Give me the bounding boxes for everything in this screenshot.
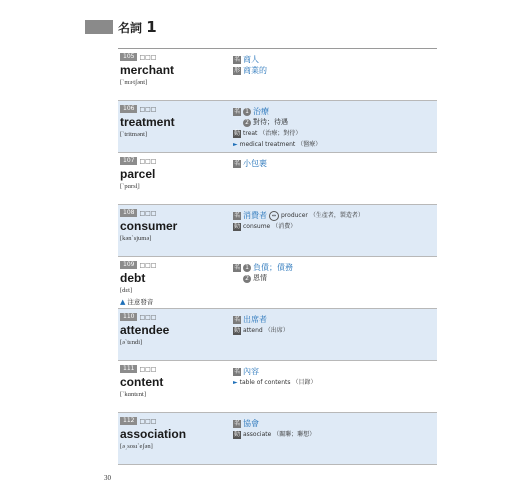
entry-number: 107 <box>120 157 137 165</box>
page-number: 30 <box>104 474 111 482</box>
warning-icon: ▲ <box>120 297 126 306</box>
review-checkboxes[interactable]: □□□ <box>139 365 157 373</box>
entry-number: 112 <box>120 417 137 425</box>
related-word: consume <box>243 223 271 230</box>
entry-definitions <box>233 314 433 336</box>
pos-tag: 名 <box>233 107 240 115</box>
entry-phonetic: [ˋkɑntɛnt] <box>120 391 146 398</box>
related-word: treat <box>243 130 258 137</box>
pos-tag: 動 <box>233 430 240 438</box>
vocab-entry <box>118 257 437 309</box>
definition-line <box>233 65 433 76</box>
sense-number: 2 <box>243 275 251 283</box>
definition-text: 恩情 <box>253 274 267 282</box>
pos-tag: 形 <box>233 66 240 74</box>
sense-number: 1 <box>243 108 251 116</box>
section-title-label: 名詞 <box>118 21 143 35</box>
definition-line <box>233 210 433 221</box>
vocab-entry <box>118 49 437 101</box>
example-gloss: （目錄） <box>292 379 317 386</box>
entry-phonetic: [dɛt] <box>120 287 133 294</box>
vocab-list <box>118 49 437 465</box>
entry-word: debt <box>120 271 146 285</box>
vocab-entry <box>118 153 437 205</box>
definition-text: 負債；債務 <box>253 263 293 272</box>
definition-text: 協會 <box>243 419 259 428</box>
antonym-icon: ⇔ <box>269 211 279 221</box>
entry-phonetic: [ˋtritmənt] <box>120 131 148 138</box>
pos-tag: 名 <box>233 419 240 427</box>
note-text: 注意發音 <box>127 298 154 306</box>
entry-word: merchant <box>120 63 175 77</box>
entry-number: 106 <box>120 105 137 113</box>
entry-head <box>120 157 225 190</box>
antonym-word: producer <box>281 212 308 219</box>
definition-line <box>233 54 433 65</box>
pronunciation-note <box>120 297 225 306</box>
antonym-gloss: （生產者，製造者） <box>309 212 364 219</box>
arrow-icon: ► <box>233 379 238 386</box>
section-number: 1 <box>146 18 157 36</box>
entry-number: 111 <box>120 365 137 373</box>
definition-text: 出席者 <box>243 315 267 324</box>
entry-definitions <box>233 54 433 76</box>
definition-line <box>233 106 433 117</box>
entry-word: association <box>120 427 187 441</box>
definition-line <box>233 158 433 169</box>
entry-number: 105 <box>120 53 137 61</box>
related-word-line <box>233 128 433 139</box>
entry-definitions <box>233 418 433 440</box>
sense-number: 2 <box>243 119 251 127</box>
entry-number: 110 <box>120 313 137 321</box>
definition-text: 消費者 <box>243 211 267 220</box>
definition-text: 商業的 <box>243 66 267 75</box>
entry-word: parcel <box>120 167 156 181</box>
related-word-line <box>233 221 433 232</box>
pos-tag: 動 <box>233 129 240 137</box>
definition-line <box>233 262 433 273</box>
related-gloss: （治療；對待） <box>259 130 302 137</box>
entry-definitions <box>233 158 433 169</box>
vocab-entry <box>118 361 437 413</box>
entry-definitions <box>233 366 433 388</box>
arrow-icon: ► <box>233 141 238 148</box>
related-word-line <box>233 429 433 440</box>
entry-head <box>120 417 225 450</box>
entry-word: attendee <box>120 323 170 337</box>
pos-tag: 名 <box>233 263 240 271</box>
definition-line <box>233 366 433 377</box>
review-checkboxes[interactable]: □□□ <box>139 313 157 321</box>
sense-number: 1 <box>243 264 251 272</box>
entry-number: 108 <box>120 209 137 217</box>
example-line <box>233 377 433 388</box>
entry-phonetic: [kənˋsjumə] <box>120 235 152 242</box>
definition-line <box>233 314 433 325</box>
related-gloss: （消費） <box>272 223 297 230</box>
review-checkboxes[interactable]: □□□ <box>139 261 157 269</box>
example-phrase: table of contents <box>239 379 291 386</box>
entry-phonetic: [ˋmɝtʃənt] <box>120 79 148 86</box>
definition-text: 治療 <box>253 107 269 116</box>
entry-head <box>120 209 225 242</box>
section-title <box>118 18 157 36</box>
pos-tag: 名 <box>233 315 240 323</box>
vocab-entry <box>118 413 437 465</box>
entry-head <box>120 261 225 306</box>
entry-phonetic: [ə͵sosıˋeʃən] <box>120 443 153 450</box>
entry-definitions <box>233 262 433 284</box>
entry-definitions <box>233 210 433 232</box>
vocab-entry <box>118 309 437 361</box>
entry-word: content <box>120 375 164 389</box>
related-word-line <box>233 325 433 336</box>
entry-head <box>120 53 225 86</box>
pos-tag: 名 <box>233 211 240 219</box>
definition-text: 商人 <box>243 55 259 64</box>
entry-phonetic: [ˋpɑrsl̩] <box>120 183 140 190</box>
entry-word: consumer <box>120 219 178 233</box>
definition-line <box>233 418 433 429</box>
entry-head <box>120 313 225 346</box>
review-checkboxes[interactable]: □□□ <box>139 157 157 165</box>
entry-number: 109 <box>120 261 137 269</box>
related-word: associate <box>243 431 272 438</box>
related-gloss: （出席） <box>264 327 289 334</box>
pos-tag: 動 <box>233 326 240 334</box>
pos-tag: 名 <box>233 55 240 63</box>
entry-phonetic: [əˋtɛndi] <box>120 339 143 346</box>
pos-tag: 名 <box>233 367 240 375</box>
definition-text: 小包裹 <box>243 159 267 168</box>
example-line <box>233 139 433 150</box>
header-bar <box>85 20 113 34</box>
review-checkboxes[interactable]: □□□ <box>139 105 157 113</box>
entry-word: treatment <box>120 115 175 129</box>
pos-tag: 名 <box>233 159 240 167</box>
entry-head <box>120 105 225 138</box>
definition-text: 對待；待遇 <box>253 118 288 126</box>
vocab-entry <box>118 205 437 257</box>
pos-tag: 動 <box>233 222 240 230</box>
related-word: attend <box>243 327 263 334</box>
entry-head <box>120 365 225 398</box>
definition-text: 內容 <box>243 367 259 376</box>
review-checkboxes[interactable]: □□□ <box>139 417 157 425</box>
related-gloss: （關聯；聯想） <box>273 431 316 438</box>
definition-line <box>233 273 433 284</box>
vocab-entry <box>118 101 437 153</box>
definition-line <box>233 117 433 128</box>
example-gloss: （醫療） <box>297 141 322 148</box>
review-checkboxes[interactable]: □□□ <box>139 53 157 61</box>
entry-definitions <box>233 106 433 150</box>
example-phrase: medical treatment <box>239 141 296 148</box>
review-checkboxes[interactable]: □□□ <box>139 209 157 217</box>
